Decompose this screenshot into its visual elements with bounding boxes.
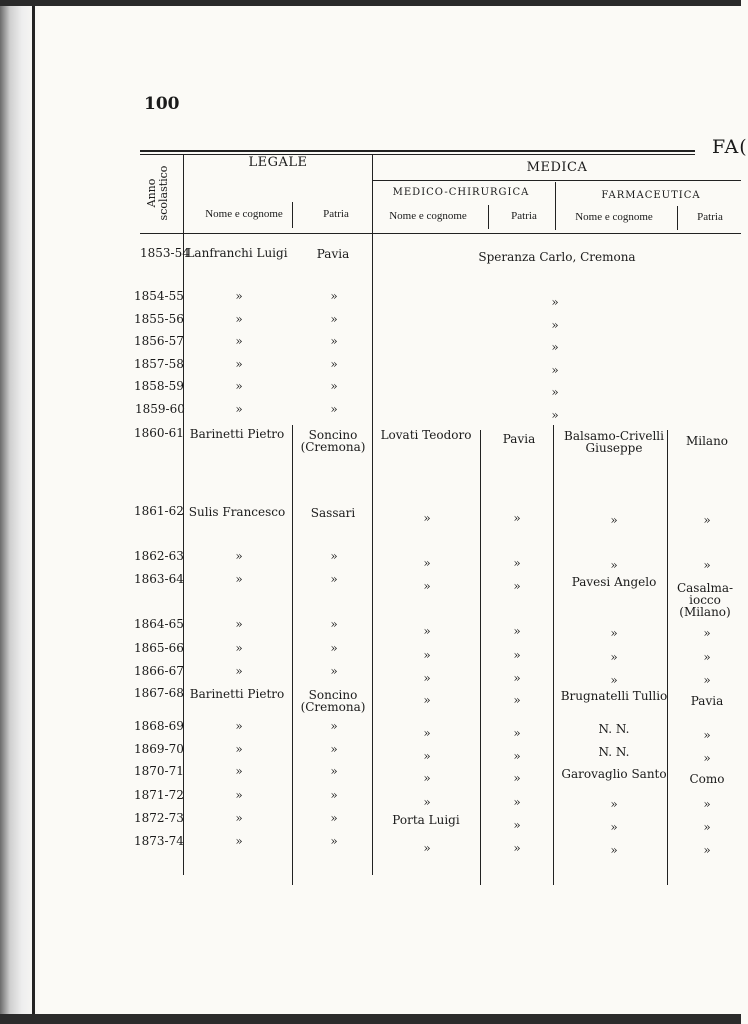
running-head: FA( <box>712 136 748 158</box>
ditto-mark: » <box>330 788 338 802</box>
ditto-mark: » <box>235 834 243 848</box>
ditto-mark: » <box>551 295 559 309</box>
year-cell: 1855-56 <box>134 312 184 326</box>
ditto-mark: » <box>235 379 243 393</box>
ditto-mark: » <box>235 334 243 348</box>
column-rule <box>553 425 554 885</box>
medico-name-cell: Porta Luigi <box>392 813 460 827</box>
ditto-mark: » <box>423 795 431 809</box>
legale-name-cell: Barinetti Pietro <box>189 427 285 441</box>
ditto-mark: » <box>513 556 521 570</box>
medico-patria-header: Patria <box>511 210 537 222</box>
legale-patria-cell: (Cremona) <box>300 440 366 454</box>
ditto-mark: » <box>330 811 338 825</box>
ditto-mark: » <box>513 771 521 785</box>
ditto-mark: » <box>235 764 243 778</box>
farm-patria-cell: Milano <box>685 434 729 448</box>
year-cell: 1860-61 <box>134 426 184 440</box>
ditto-mark: » <box>610 626 618 640</box>
ditto-mark: » <box>423 648 431 662</box>
ditto-mark: » <box>703 728 711 742</box>
medica-span-cell: Speranza Carlo, Cremona <box>478 250 636 264</box>
year-cell: 1867-68 <box>134 686 184 700</box>
ditto-mark: » <box>703 673 711 687</box>
ditto-mark: » <box>513 795 521 809</box>
anno-header-line: Anno <box>145 178 158 208</box>
ditto-mark: » <box>703 626 711 640</box>
ditto-mark: » <box>703 820 711 834</box>
column-rule <box>555 182 556 230</box>
farm-patria-cell: Pavia <box>690 694 724 708</box>
medico-chirurgica-header: MEDICO-CHIRURGICA <box>392 187 530 198</box>
year-cell: 1862-63 <box>134 549 184 563</box>
page-top-edge <box>0 0 741 6</box>
farm-patria-header: Patria <box>697 211 723 223</box>
ditto-mark: » <box>423 511 431 525</box>
legale-name-cell: Sulis Francesco <box>188 505 286 519</box>
ditto-mark: » <box>330 764 338 778</box>
year-cell: 1865-66 <box>134 641 184 655</box>
farm-name-cell: Giuseppe <box>585 441 643 455</box>
ditto-mark: » <box>423 693 431 707</box>
column-rule <box>488 205 489 229</box>
ditto-mark: » <box>423 749 431 763</box>
medico-nome-header: Nome e cognome <box>389 210 467 222</box>
farm-nome-header: Nome e cognome <box>575 211 653 223</box>
legale-name-cell: Lanfranchi Luigi <box>186 246 288 260</box>
column-rule <box>667 430 668 885</box>
ditto-mark: » <box>703 513 711 527</box>
ditto-mark: » <box>703 797 711 811</box>
ditto-mark: » <box>423 726 431 740</box>
ditto-mark: » <box>703 751 711 765</box>
ditto-mark: » <box>330 379 338 393</box>
year-cell: 1857-58 <box>134 357 184 371</box>
legale-patria-cell: Soncino <box>308 688 358 702</box>
year-cell: 1871-72 <box>134 788 184 802</box>
ditto-mark: » <box>330 402 338 416</box>
ditto-mark: » <box>235 617 243 631</box>
ditto-mark: » <box>551 318 559 332</box>
rule-line <box>140 150 695 152</box>
column-rule <box>480 430 481 885</box>
farm-name-cell: Garovaglio Santo <box>561 767 667 781</box>
ditto-mark: » <box>423 841 431 855</box>
farm-patria-cell: iocco <box>689 593 721 607</box>
ditto-mark: » <box>235 312 243 326</box>
ditto-mark: » <box>551 408 559 422</box>
ditto-mark: » <box>330 572 338 586</box>
year-cell: 1864-65 <box>134 617 184 631</box>
ditto-mark: » <box>235 788 243 802</box>
ditto-mark: » <box>423 771 431 785</box>
anno-header-line: scolastico <box>157 165 170 221</box>
page-number: 100 <box>144 94 180 114</box>
legale-patria-header: Patria <box>323 208 349 220</box>
legale-patria-cell: Pavia <box>316 247 350 261</box>
year-cell: 1869-70 <box>134 742 184 756</box>
column-rule <box>677 206 678 230</box>
ditto-mark: » <box>330 334 338 348</box>
ditto-mark: » <box>513 624 521 638</box>
medico-patria-cell: Pavia <box>502 432 536 446</box>
ditto-mark: » <box>610 673 618 687</box>
farm-patria-cell: Como <box>689 772 725 786</box>
ditto-mark: » <box>551 340 559 354</box>
page-bottom-edge <box>0 1014 741 1024</box>
ditto-mark: » <box>330 834 338 848</box>
ditto-mark: » <box>330 641 338 655</box>
year-cell: 1861-62 <box>134 504 184 518</box>
ditto-mark: » <box>235 549 243 563</box>
ditto-mark: » <box>423 556 431 570</box>
legale-patria-cell: (Cremona) <box>300 700 366 714</box>
ditto-mark: » <box>703 650 711 664</box>
ditto-mark: » <box>513 693 521 707</box>
ditto-mark: » <box>235 742 243 756</box>
anno-scolastico-header <box>146 158 170 228</box>
farm-name-cell: N. N. <box>598 745 630 759</box>
ditto-mark: » <box>513 511 521 525</box>
column-rule <box>292 425 293 885</box>
legale-name-cell: Barinetti Pietro <box>189 687 285 701</box>
ditto-mark: » <box>513 648 521 662</box>
farm-patria-cell: (Milano) <box>679 605 731 619</box>
ditto-mark: » <box>610 650 618 664</box>
legale-patria-cell: Sassari <box>310 506 356 520</box>
ditto-mark: » <box>610 558 618 572</box>
ditto-mark: » <box>330 289 338 303</box>
ditto-mark: » <box>423 671 431 685</box>
ditto-mark: » <box>513 579 521 593</box>
ditto-mark: » <box>330 312 338 326</box>
farm-name-cell: Balsamo-Crivelli <box>564 429 664 443</box>
ditto-mark: » <box>330 719 338 733</box>
ditto-mark: » <box>551 385 559 399</box>
farm-name-cell: Pavesi Angelo <box>571 575 657 589</box>
farm-name-cell: Brugnatelli Tullio <box>560 689 668 703</box>
ditto-mark: » <box>513 726 521 740</box>
ditto-mark: » <box>235 664 243 678</box>
ditto-mark: » <box>610 820 618 834</box>
ditto-mark: » <box>235 357 243 371</box>
column-rule <box>292 202 293 228</box>
legale-patria-cell: Soncino <box>308 428 358 442</box>
legale-header: LEGALE <box>248 155 308 170</box>
legale-nome-header: Nome e cognome <box>205 208 283 220</box>
year-cell: 1854-55 <box>134 289 184 303</box>
ditto-mark: » <box>513 841 521 855</box>
column-rule <box>372 155 373 875</box>
year-cell: 1872-73 <box>134 811 184 825</box>
ditto-mark: » <box>235 402 243 416</box>
ditto-mark: » <box>513 671 521 685</box>
ditto-mark: » <box>703 558 711 572</box>
ditto-mark: » <box>423 624 431 638</box>
year-cell: 1853-54 <box>140 246 190 260</box>
year-cell: 1866-67 <box>134 664 184 678</box>
ditto-mark: » <box>513 749 521 763</box>
year-cell: 1863-64 <box>134 572 184 586</box>
ditto-mark: » <box>610 843 618 857</box>
medica-header: MEDICA <box>526 160 588 175</box>
farm-name-cell: N. N. <box>598 722 630 736</box>
ditto-mark: » <box>610 513 618 527</box>
ditto-mark: » <box>330 617 338 631</box>
ditto-mark: » <box>610 797 618 811</box>
ditto-mark: » <box>235 719 243 733</box>
year-cell: 1858-59 <box>134 379 184 393</box>
ditto-mark: » <box>513 818 521 832</box>
ditto-mark: » <box>235 572 243 586</box>
rule-line <box>372 180 741 181</box>
year-cell: 1859-60 <box>135 402 185 416</box>
farm-patria-cell: Casalma- <box>676 581 734 595</box>
ditto-mark: » <box>330 664 338 678</box>
ditto-mark: » <box>235 641 243 655</box>
ditto-mark: » <box>235 811 243 825</box>
medico-name-cell: Lovati Teodoro <box>380 428 472 442</box>
ditto-mark: » <box>330 549 338 563</box>
year-cell: 1873-74 <box>134 834 184 848</box>
year-cell: 1856-57 <box>134 334 184 348</box>
ditto-mark: » <box>330 357 338 371</box>
ditto-mark: » <box>423 579 431 593</box>
year-cell: 1868-69 <box>134 719 184 733</box>
ditto-mark: » <box>330 742 338 756</box>
ditto-mark: » <box>235 289 243 303</box>
year-cell: 1870-71 <box>134 764 184 778</box>
rule-line <box>140 154 695 155</box>
farmaceutica-header: FARMACEUTICA <box>601 190 701 201</box>
book-spine <box>32 0 35 1024</box>
rule-line <box>140 233 741 234</box>
ditto-mark: » <box>551 363 559 377</box>
ditto-mark: » <box>703 843 711 857</box>
